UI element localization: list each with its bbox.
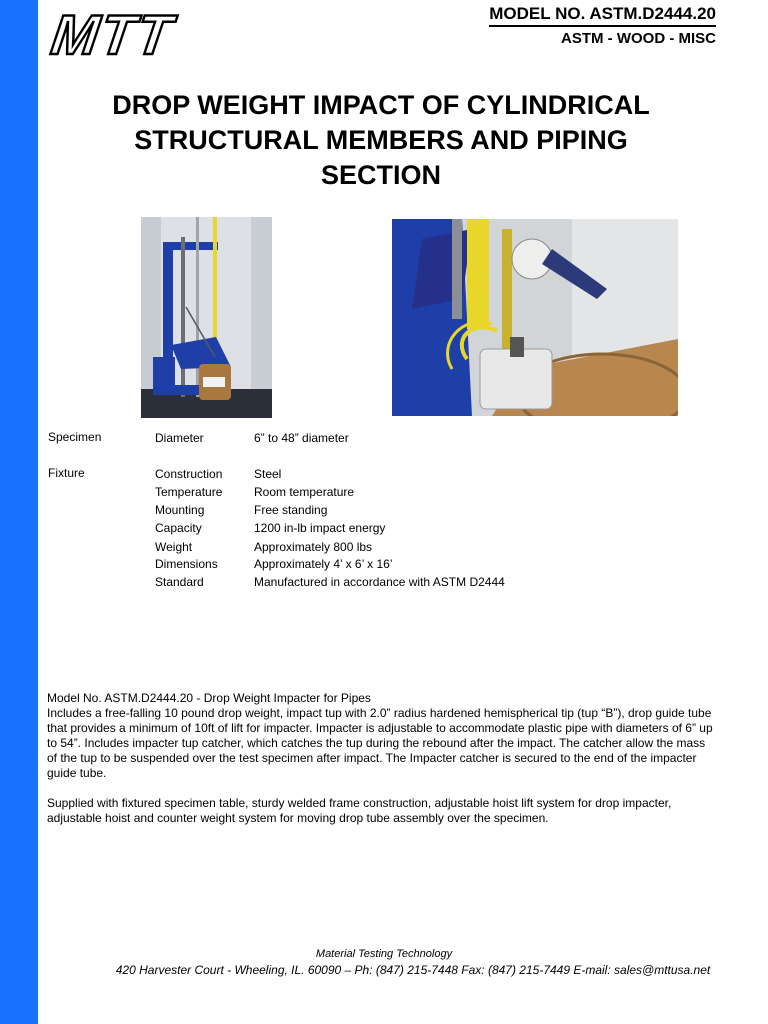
spec-value-construction: Steel: [254, 467, 282, 481]
footer-company: Material Testing Technology: [315, 948, 453, 960]
description-paragraph: Includes a free-falling 10 pound drop weight, impact tup with 2.0” radius hardened hemispherical tip (tup “B”), drop guide tube that provides a minimum of 10ft of lift for impacter. Impacter is adjustable to accommodate plastic pipe with diameters of 6” up to 54”. Includes impacter tup catcher, which catches the tup during the rebound after the impact. The catcher allow the mass of the tup to be suspended over the test specimen after impact. The Impacter catcher is secured to the end of the impacter guide tube.: [47, 706, 713, 780]
title-line: STRUCTURAL MEMBERS AND PIPING: [134, 125, 628, 155]
machine-photo: [141, 217, 272, 418]
spec-name-temperature: Temperature: [155, 485, 223, 499]
description-paragraph: Supplied with fixtured specimen table, sturdy welded frame construction, adjustable hoist lift system for drop impacter, adjustable hoist and counter weight system for moving drop tube assembly over the specimen.: [47, 796, 672, 825]
spec-name-capacity: Capacity: [155, 521, 202, 535]
title-line: DROP WEIGHT IMPACT OF CYLINDRICAL: [112, 90, 650, 120]
spec-value-diameter: 6” to 48” diameter: [254, 431, 349, 445]
impacter-closeup-photo: [392, 219, 678, 416]
spec-value-standard: Manufactured in accordance with ASTM D2444: [254, 575, 505, 589]
spec-name-standard: Standard: [155, 575, 204, 589]
category-label: ASTM - WOOD - MISC: [561, 30, 716, 47]
footer-address: 420 Harvester Court - Wheeling, IL. 60090 – Ph: (847) 215-7448 Fax: (847) 215-7449 E-mail: sales@mttusa.net: [115, 963, 711, 977]
spec-name-dimensions: Dimensions: [155, 557, 218, 571]
spec-name-construction: Construction: [155, 467, 223, 481]
side-accent-bar: [0, 0, 38, 1024]
page-title: [60, 88, 702, 193]
fixture-label: Fixture: [48, 466, 85, 480]
spec-value-weight: Approximately 800 lbs: [254, 540, 373, 554]
model-number: MODEL NO. ASTM.D2444.20: [489, 4, 716, 27]
title-line: SECTION: [320, 160, 441, 190]
spec-value-dimensions: Approximately 4’ x 6’ x 16’: [254, 557, 393, 571]
specimen-label: Specimen: [48, 430, 102, 444]
spec-name-mounting: Mounting: [155, 503, 205, 517]
spec-value-temperature: Room temperature: [254, 485, 355, 499]
spec-value-capacity: 1200 in-lb impact energy: [254, 521, 386, 535]
spec-value-mounting: Free standing: [254, 503, 328, 517]
spec-name-weight: Weight: [155, 540, 193, 554]
product-description: [47, 691, 717, 781]
mtt-logo: MTT: [47, 3, 178, 66]
spec-name-diameter: Diameter: [155, 431, 204, 445]
product-supply-note: [47, 796, 717, 826]
description-heading: Model No. ASTM.D2444.20 - Drop Weight Impacter for Pipes: [47, 691, 371, 705]
